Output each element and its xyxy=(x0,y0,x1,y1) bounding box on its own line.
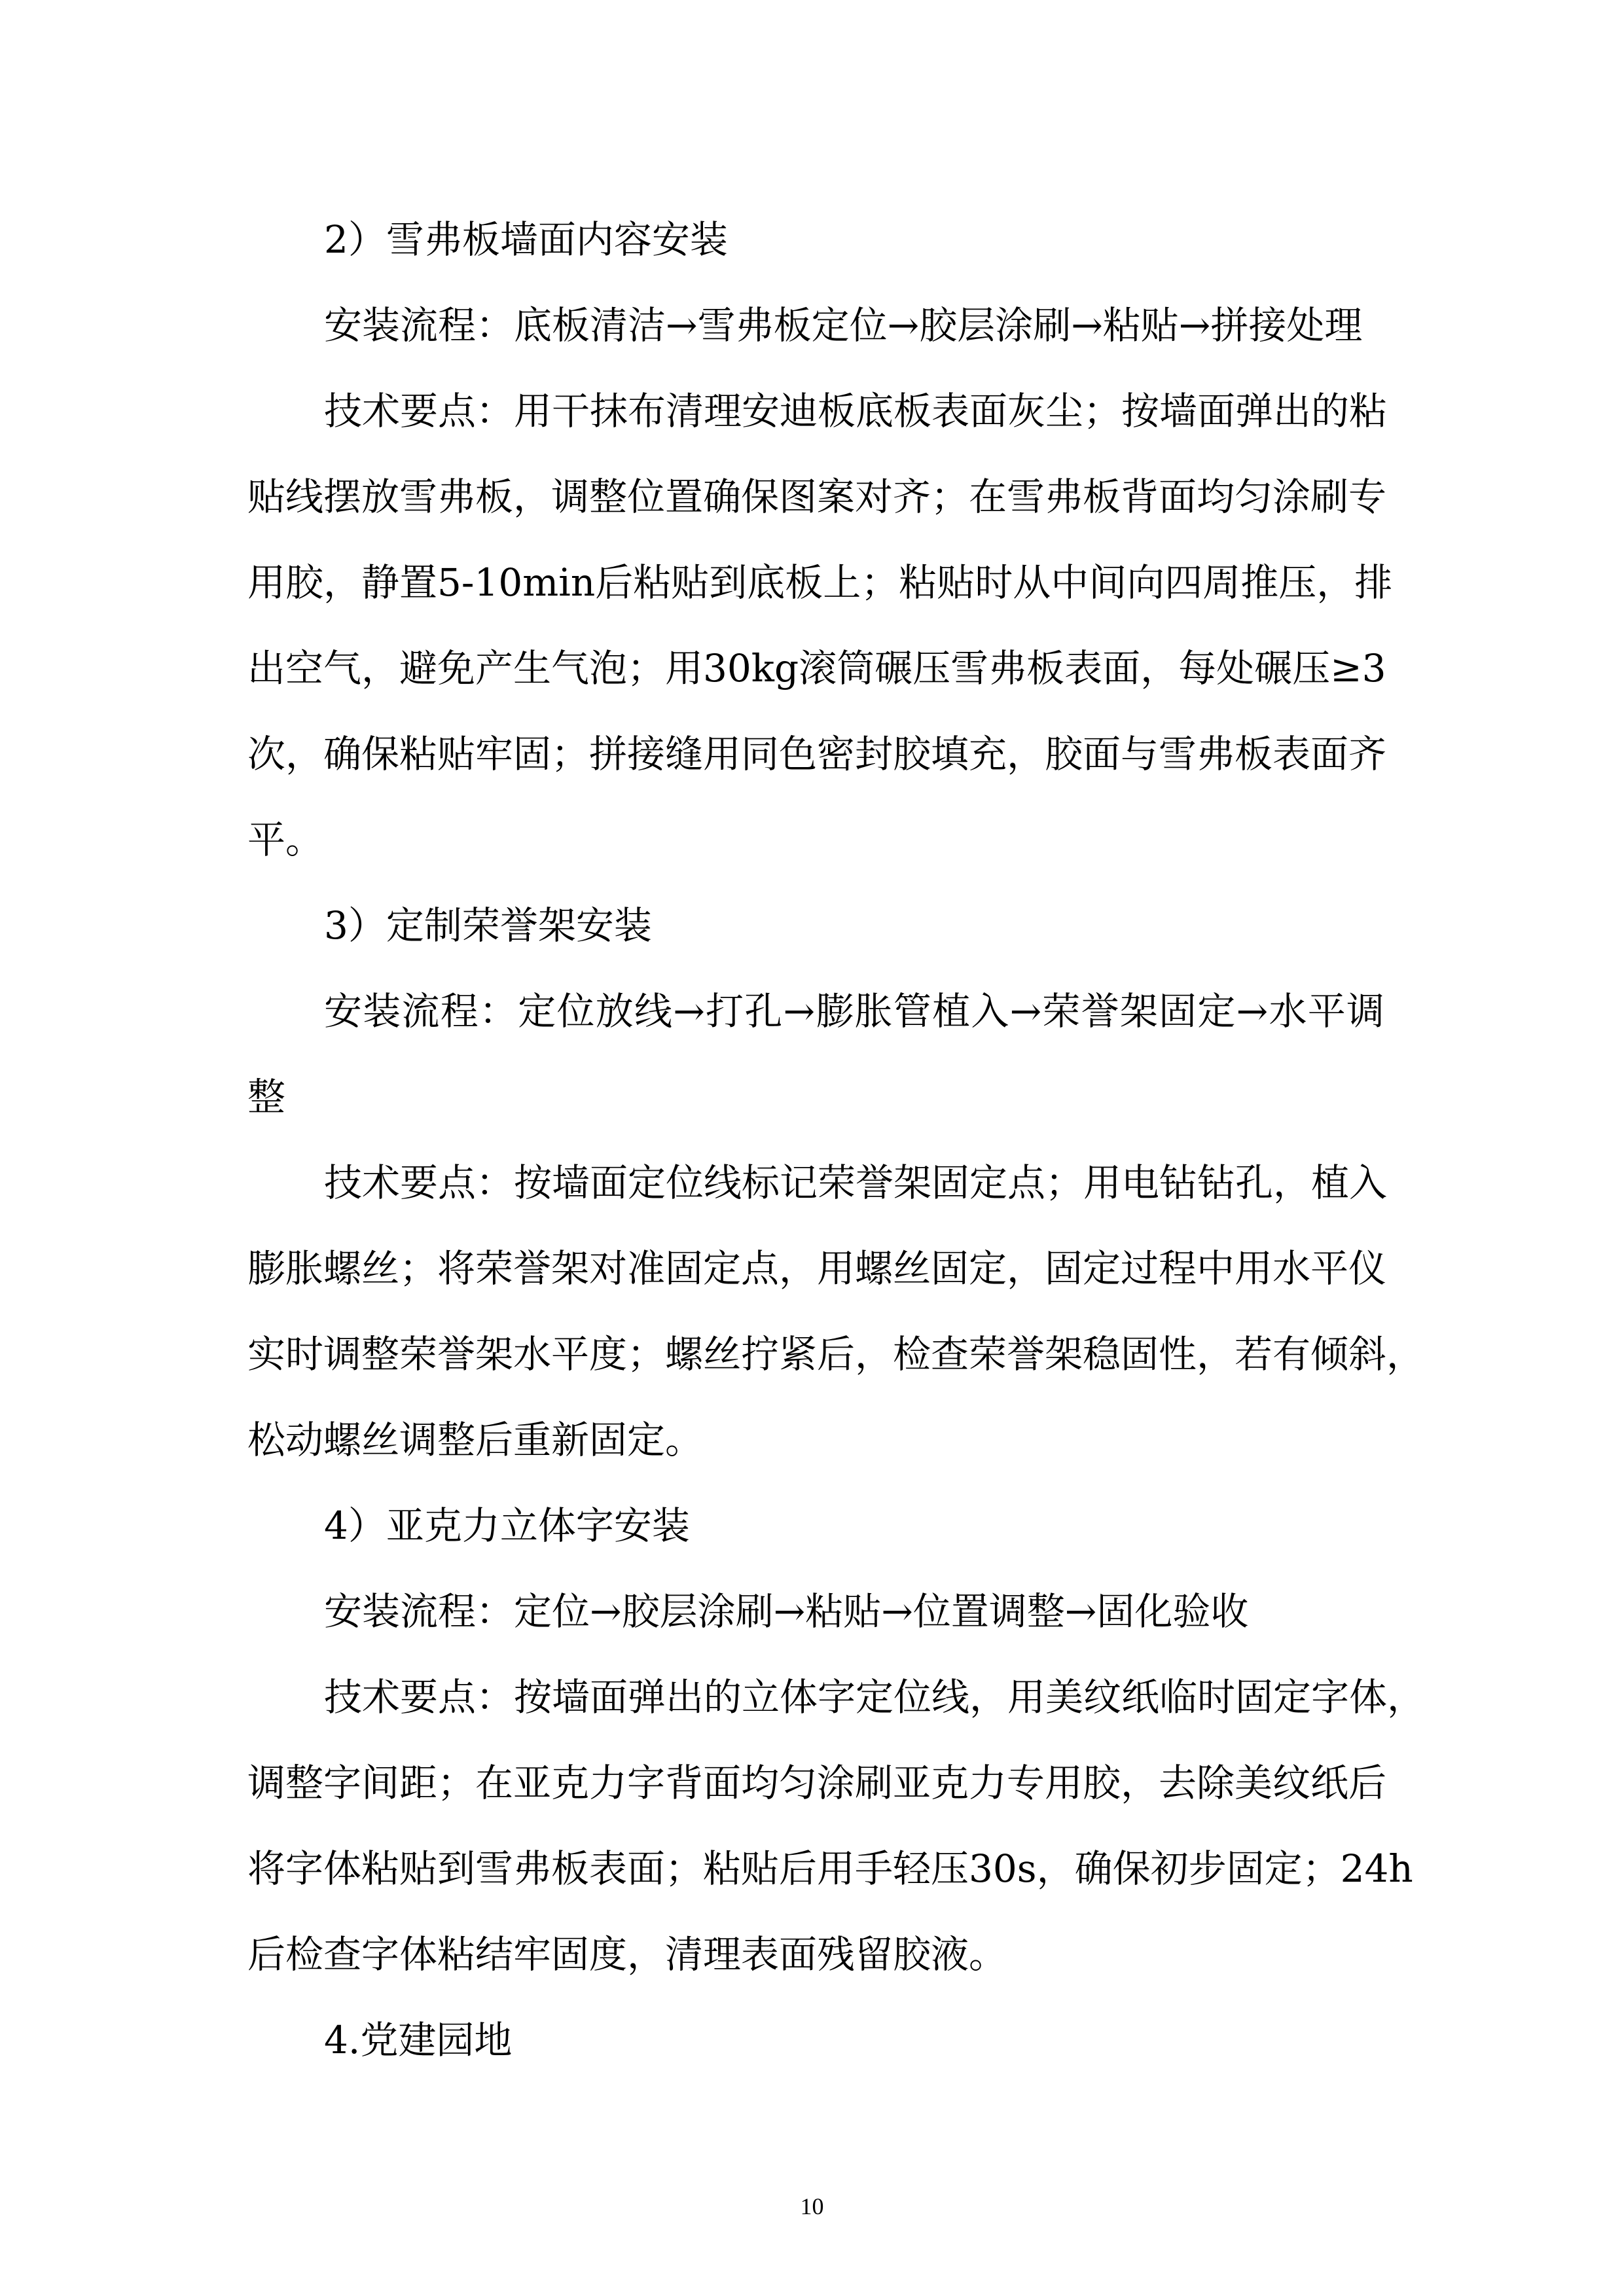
text-line: 平。 xyxy=(247,817,324,862)
section-heading xyxy=(247,1998,1384,2083)
paragraph xyxy=(247,1140,1425,1483)
paragraph xyxy=(247,1655,1426,1998)
text-line: 4）亚克力立体字安装 xyxy=(324,1503,690,1548)
text-line: 将字体粘贴到雪弗板表面；粘贴后用手轻压30s，确保初步固定；24h xyxy=(247,1846,1413,1891)
text-line: 实时调整荣誉架水平度；螺丝拧紧后，检查荣誉架稳固性，若有倾斜， xyxy=(247,1332,1425,1376)
paragraph xyxy=(247,1569,1384,1655)
text-line: 4.党建园地 xyxy=(324,2018,513,2062)
paragraph xyxy=(247,283,1384,368)
text-line: 后检查字体粘结牢固度，清理表面残留胶液。 xyxy=(247,1932,1007,1977)
text-line: 膨胀螺丝；将荣誉架对准固定点，用螺丝固定，固定过程中用水平仪 xyxy=(247,1246,1387,1291)
text-line: 贴线摆放雪弗板，调整位置确保图案对齐；在雪弗板背面均匀涂刷专 xyxy=(247,475,1387,519)
section-heading xyxy=(247,1483,1384,1569)
paragraph xyxy=(247,368,1393,883)
text-line: 3）定制荣誉架安装 xyxy=(324,903,652,948)
text-line: 技术要点：用干抹布清理安迪板底板表面灰尘；按墙面弹出的粘 xyxy=(324,389,1388,433)
text-line: 技术要点：按墙面弹出的立体字定位线，用美纹纸临时固定字体， xyxy=(324,1675,1426,1719)
text-line: 松动螺丝调整后重新固定。 xyxy=(247,1418,704,1462)
text-line: 出空气，避免产生气泡；用30kg滚筒碾压雪弗板表面，每处碾压≥3 xyxy=(247,646,1386,691)
text-line: 技术要点：按墙面定位线标记荣誉架固定点；用电钻钻孔，植入 xyxy=(324,1160,1388,1205)
page-number: 10 xyxy=(800,2193,824,2219)
text-line: 用胶，静置5-10min后粘贴到底板上；粘贴时从中间向四周推压，排 xyxy=(247,560,1393,605)
text-line: 安装流程：底板清洁→雪弗板定位→胶层涂刷→粘贴→拼接处理 xyxy=(324,303,1363,348)
text-line: 安装流程：定位放线→打孔→膨胀管植入→荣誉架固定→水平调 xyxy=(324,989,1384,1033)
text-line: 次，确保粘贴牢固；拼接缝用同色密封胶填充，胶面与雪弗板表面齐 xyxy=(247,732,1387,776)
section-heading xyxy=(247,197,1384,283)
paragraph xyxy=(247,969,1384,1140)
text-line: 2）雪弗板墙面内容安装 xyxy=(324,217,728,262)
text-line: 整 xyxy=(247,1075,286,1119)
section-heading xyxy=(247,883,1384,969)
document-body xyxy=(247,197,1426,2083)
text-line: 安装流程：定位→胶层涂刷→粘贴→位置调整→固化验收 xyxy=(324,1589,1249,1634)
text-line: 调整字间距；在亚克力字背面均匀涂刷亚克力专用胶，去除美纹纸后 xyxy=(247,1761,1387,1805)
